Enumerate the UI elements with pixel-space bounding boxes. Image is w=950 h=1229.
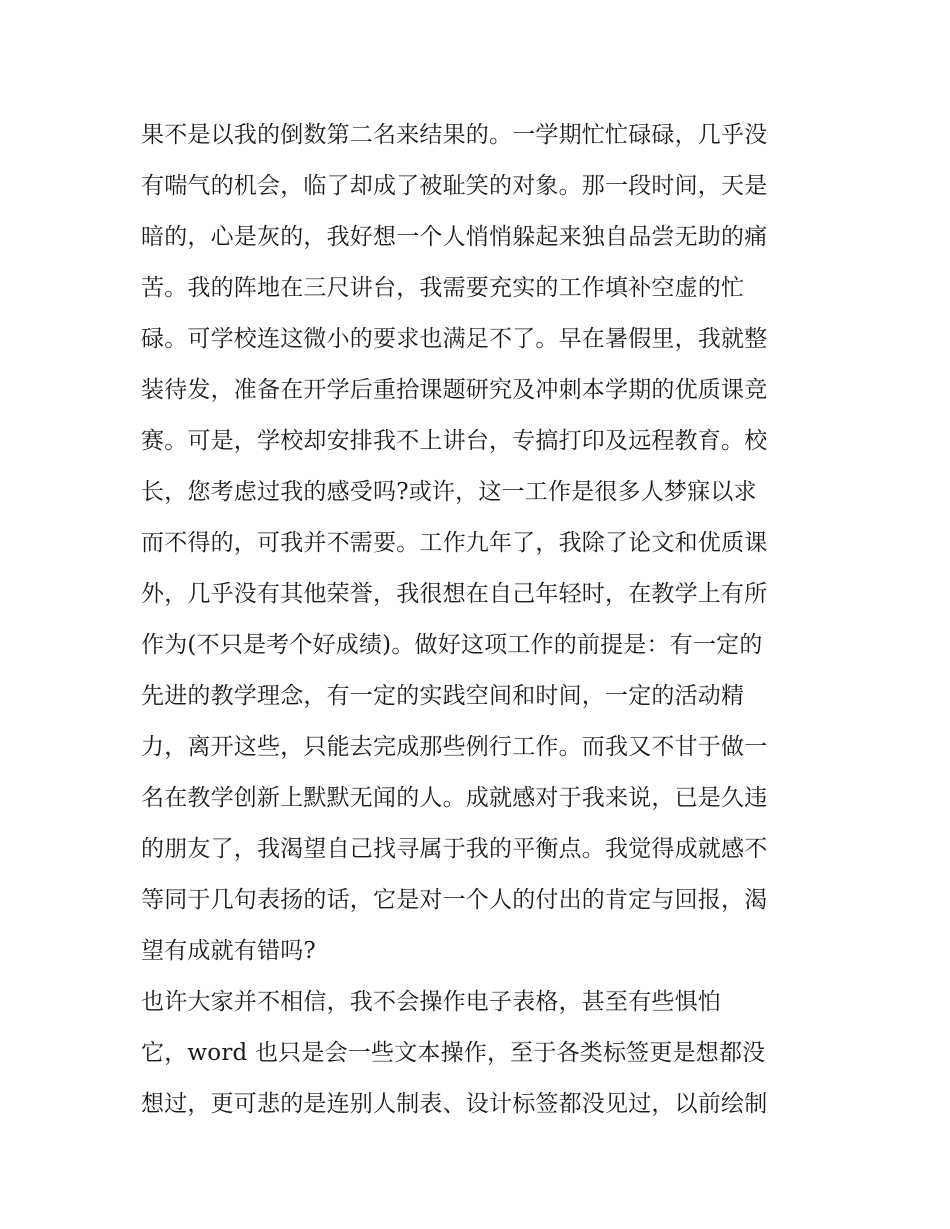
text-line: 名在教学创新上默默无闻的人。成就感对于我来说，已是久违 [141,785,768,811]
text-line: 先进的教学理念，有一定的实践空间和时间，一定的活动精 [141,683,745,709]
text-line: 苦。我的阵地在三尺讲台，我需要充实的工作填补空虚的忙 [141,275,745,301]
paragraph-1 [141,110,821,977]
text-line: 而不得的，可我并不需要。工作九年了，我除了论文和优质课 [141,530,768,556]
text-line: 作为(不只是考个好成绩)。做好这项工作的前提是：有一定的 [141,632,763,658]
body-text [141,110,821,1130]
text-line: 想过，更可悲的是连别人制表、设计标签都没见过，以前绘制 [141,1091,768,1117]
text-line: 有喘气的机会，临了却成了被耻笑的对象。那一段时间，天是 [141,173,768,199]
text-line: 等同于几句表扬的话，它是对一个人的付出的肯定与回报，渴 [141,887,768,913]
text-line: 装待发，准备在开学后重拾课题研究及冲刺本学期的优质课竞 [141,377,768,403]
text-line: 外，几乎没有其他荣誉，我很想在自己年轻时，在教学上有所 [141,581,768,607]
text-line: 力，离开这些，只能去完成那些例行工作。而我又不甘于做一 [141,734,768,760]
text-line: 望有成就有错吗? [141,938,316,964]
text-line: 的朋友了，我渴望自己找寻属于我的平衡点。我觉得成就感不 [141,836,768,862]
text-line: 也许大家并不相信，我不会操作电子表格，甚至有些惧怕 [141,989,721,1015]
text-line: 它，word 也只是会一些文本操作，至于各类标签更是想都没 [141,1040,766,1066]
text-line: 赛。可是，学校却安排我不上讲台，专搞打印及远程教育。校 [141,428,768,454]
text-line: 长，您考虑过我的感受吗?或许，这一工作是很多人梦寐以求 [141,479,757,505]
text-line: 暗的，心是灰的，我好想一个人悄悄躲起来独自品尝无助的痛 [141,224,768,250]
text-line: 碌。可学校连这微小的要求也满足不了。早在暑假里，我就整 [141,326,768,352]
paragraph-2 [141,977,821,1130]
text-line: 果不是以我的倒数第二名来结果的。一学期忙忙碌碌，几乎没 [141,122,768,148]
